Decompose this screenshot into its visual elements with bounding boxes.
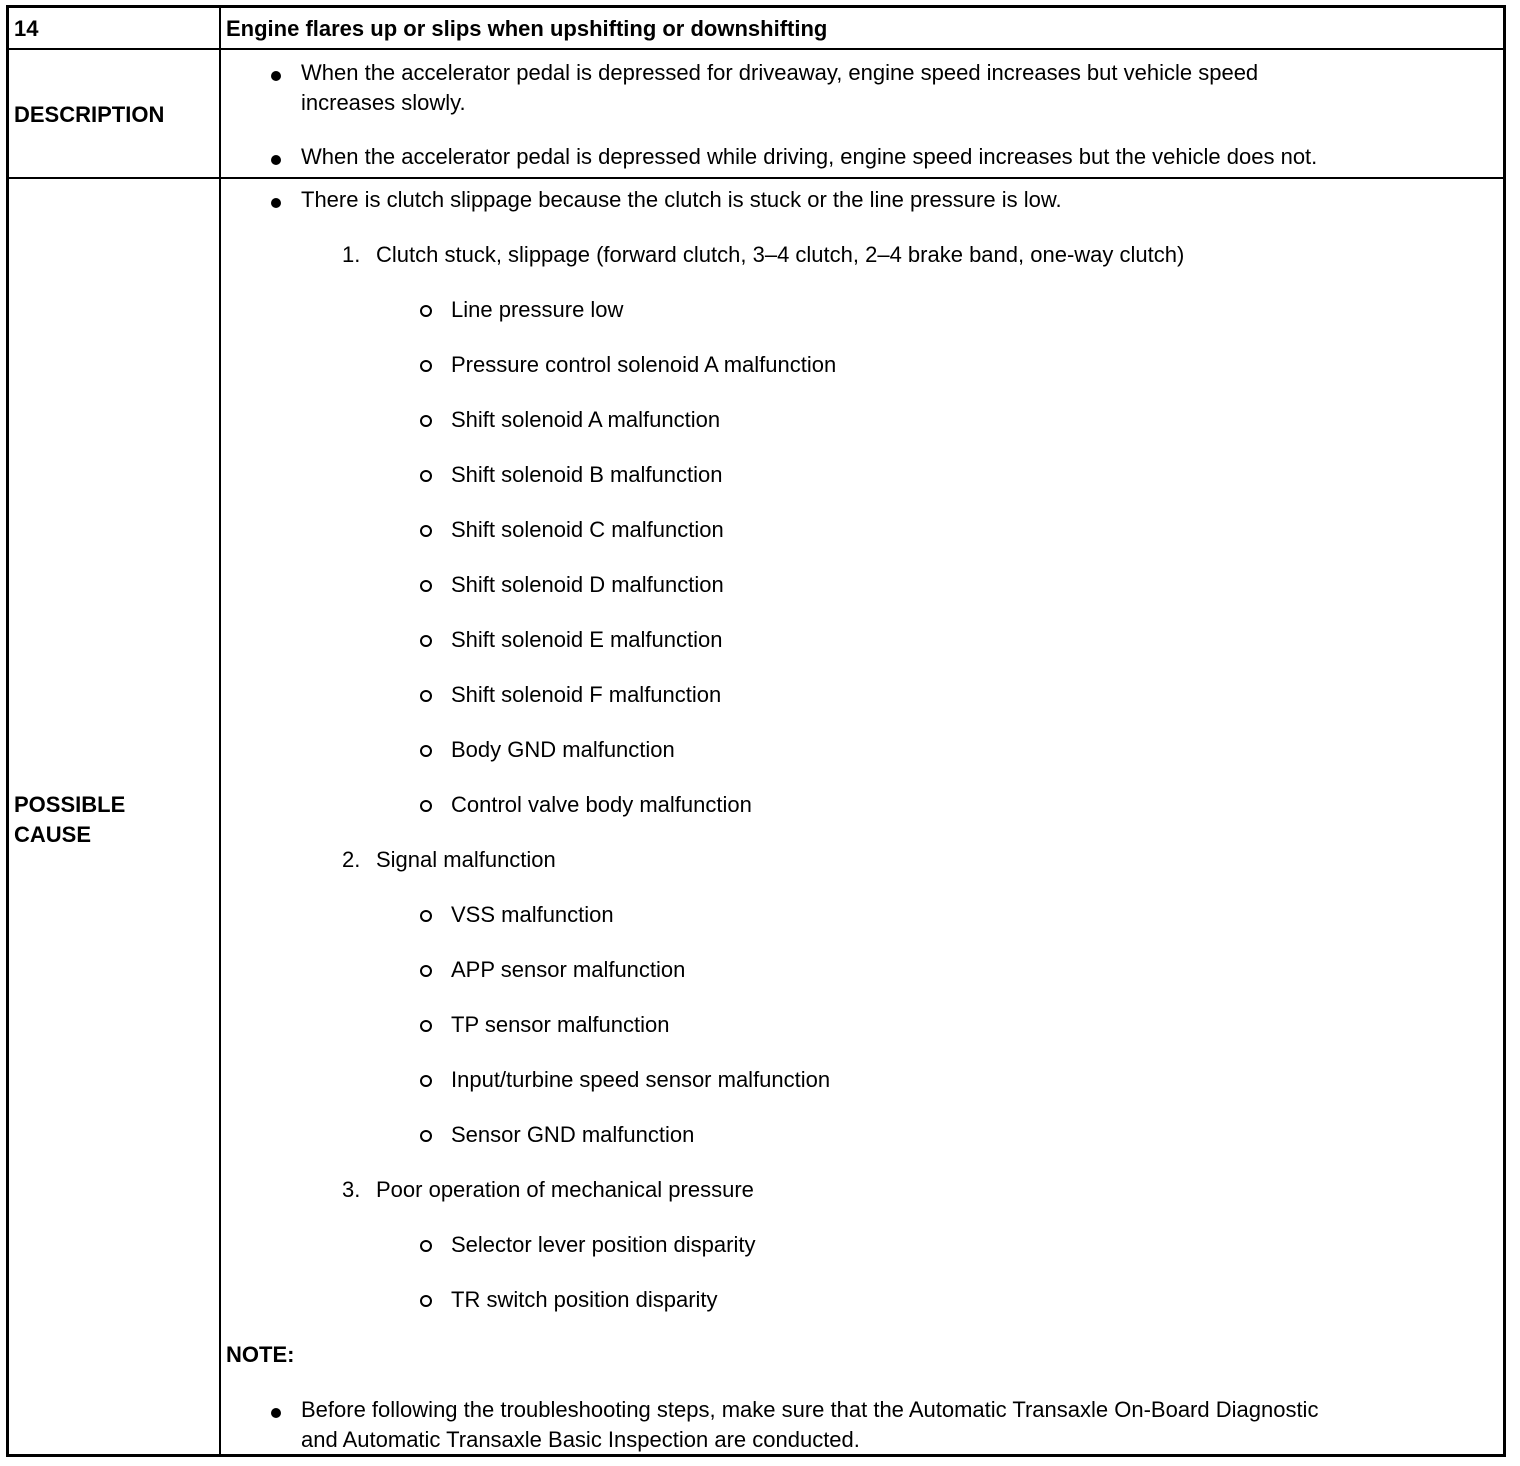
row-divider-description (9, 177, 1503, 179)
hollow-bullet-icon (420, 580, 432, 592)
note-label: NOTE: (226, 1342, 295, 1367)
cause-item: VSS malfunction (451, 902, 614, 927)
cause-item: Shift solenoid D malfunction (451, 572, 724, 597)
item-number: 14 (14, 16, 39, 41)
group-number: 3. (342, 1177, 361, 1202)
cause-item: Body GND malfunction (451, 737, 675, 762)
cause-item: TP sensor malfunction (451, 1012, 670, 1037)
description-bullet-1-line-2: increases slowly. (301, 90, 466, 115)
cause-item: Shift solenoid C malfunction (451, 517, 724, 542)
group-title: Clutch stuck, slippage (forward clutch, 3–4 clutch, 2–4 brake band, one-way clutch) (376, 242, 1185, 267)
group-title: Signal malfunction (376, 847, 556, 872)
hollow-bullet-icon (420, 1295, 432, 1307)
group-number: 2. (342, 847, 361, 872)
hollow-bullet-icon (420, 910, 432, 922)
hollow-bullet-icon (420, 690, 432, 702)
cause-item: Shift solenoid E malfunction (451, 627, 723, 652)
cause-item: Shift solenoid F malfunction (451, 682, 722, 707)
cause-item: APP sensor malfunction (451, 957, 686, 982)
hollow-bullet-icon (420, 415, 432, 427)
cause-item: Input/turbine speed sensor malfunction (451, 1067, 831, 1092)
hollow-bullet-icon (420, 305, 432, 317)
group-title: Poor operation of mechanical pressure (376, 1177, 754, 1202)
hollow-bullet-icon (420, 525, 432, 537)
cause-item: Pressure control solenoid A malfunction (451, 352, 837, 377)
hollow-bullet-icon (420, 1020, 432, 1032)
cause-item: Line pressure low (451, 297, 624, 322)
cause-item: Selector lever position disparity (451, 1232, 756, 1257)
hollow-bullet-icon (420, 470, 432, 482)
hollow-bullet-icon (420, 965, 432, 977)
bullet-icon (271, 198, 281, 208)
possible-cause-label-line-2: CAUSE (14, 822, 92, 847)
description-label: DESCRIPTION (14, 102, 165, 127)
column-divider (219, 8, 221, 1454)
hollow-bullet-icon (420, 745, 432, 757)
bullet-icon (271, 1408, 281, 1418)
troubleshooting-table (6, 5, 1506, 1457)
note-line-2: and Automatic Transaxle Basic Inspection are conducted. (301, 1427, 860, 1452)
cause-item: Shift solenoid B malfunction (451, 462, 723, 487)
bullet-icon (271, 155, 281, 165)
cause-item: Control valve body malfunction (451, 792, 752, 817)
group-number: 1. (342, 242, 361, 267)
row-divider-header (9, 48, 1503, 50)
hollow-bullet-icon (420, 360, 432, 372)
bullet-icon (271, 71, 281, 81)
possible-cause-intro: There is clutch slippage because the clutch is stuck or the line pressure is low. (301, 187, 1062, 212)
item-title: Engine flares up or slips when upshifting or downshifting (226, 16, 828, 41)
note-line-1: Before following the troubleshooting steps, make sure that the Automatic Transaxle On-Board Diagnostic (301, 1397, 1319, 1422)
hollow-bullet-icon (420, 1240, 432, 1252)
cause-item: Shift solenoid A malfunction (451, 407, 721, 432)
cause-item: Sensor GND malfunction (451, 1122, 695, 1147)
cause-item: TR switch position disparity (451, 1287, 718, 1312)
possible-cause-label-line-1: POSSIBLE (14, 792, 126, 817)
description-bullet-2: When the accelerator pedal is depressed while driving, engine speed increases but the vehicle does not. (301, 144, 1318, 169)
hollow-bullet-icon (420, 800, 432, 812)
hollow-bullet-icon (420, 1075, 432, 1087)
hollow-bullet-icon (420, 1130, 432, 1142)
hollow-bullet-icon (420, 635, 432, 647)
description-bullet-1-line-1: When the accelerator pedal is depressed for driveaway, engine speed increases but vehicle speed (301, 60, 1259, 85)
